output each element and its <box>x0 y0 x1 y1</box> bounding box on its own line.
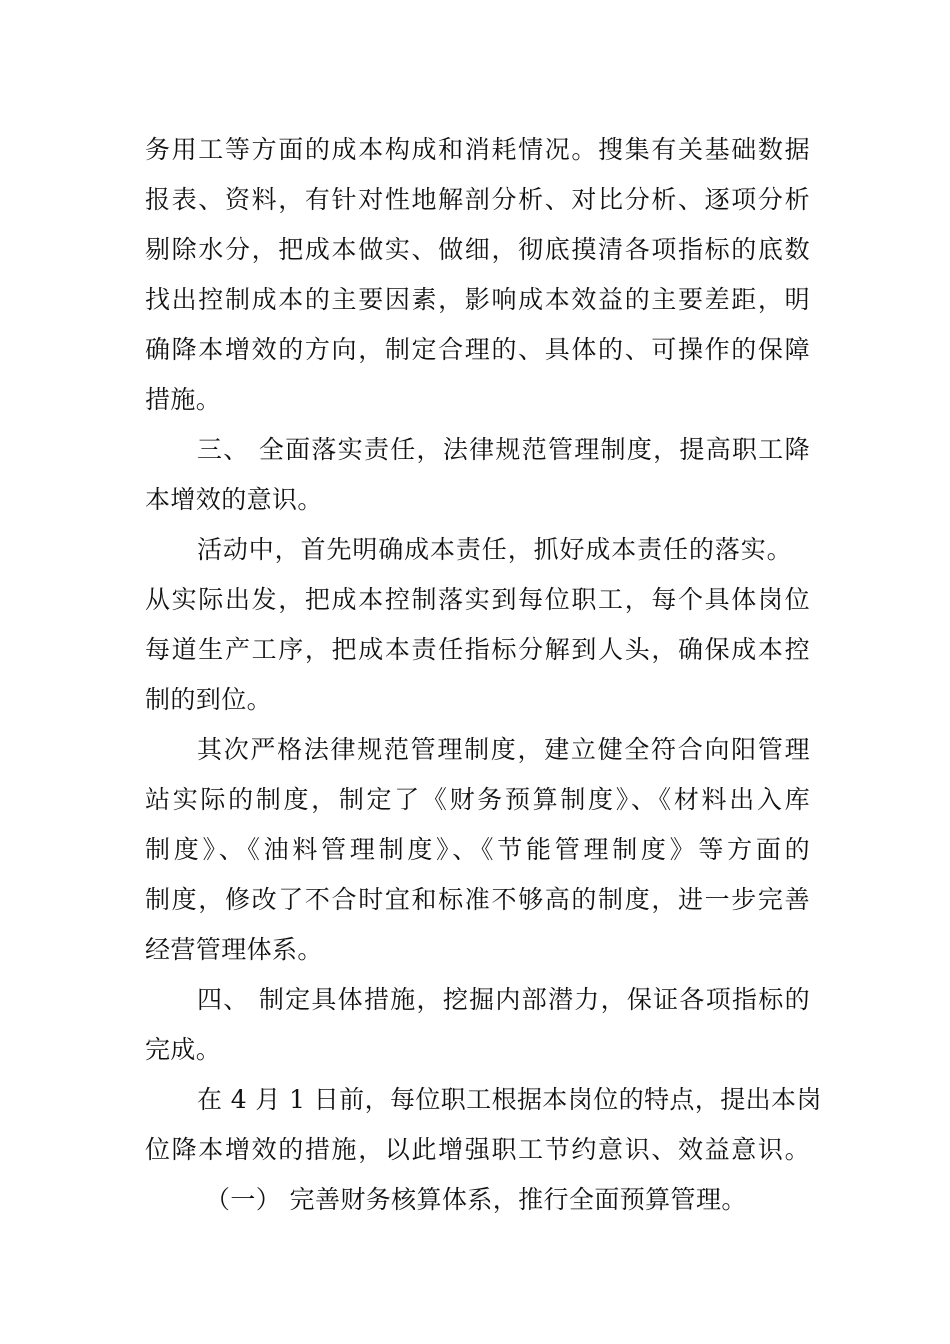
text-line: 活动中，首先明确成本责任，抓好成本责任的落实。 <box>197 535 792 564</box>
text-line: 在 4 月 1 日前，每位职工根据本岗位的特点，提出本岗 <box>197 1085 822 1114</box>
text-line: 确降本增效的方向，制定合理的、具体的、可操作的保障 <box>145 335 810 364</box>
text-line: 找出控制成本的主要因素，影响成本效益的主要差距，明 <box>145 285 810 314</box>
text-line: 其次严格法律规范管理制度，建立健全符合向阳管理 <box>197 735 810 764</box>
text-line: 从实际出发，把成本控制落实到每位职工，每个具体岗位 <box>145 585 810 614</box>
text-line: 制度》、《油料管理制度》、《节能管理制度》等方面的 <box>145 835 810 864</box>
text-line: 完成。 <box>145 1035 222 1064</box>
section-heading-four: 四、 制定具体措施，挖掘内部潜力，保证各项指标的 <box>197 985 810 1014</box>
text-line: 经营管理体系。 <box>145 935 323 964</box>
section-heading-three: 三、 全面落实责任，法律规范管理制度，提高职工降 <box>197 435 810 464</box>
text-line: 制的到位。 <box>145 685 273 714</box>
text-line: 报表、资料，有针对性地解剖分析、对比分析、逐项分析 <box>145 185 810 214</box>
text-line: 本增效的意识。 <box>145 485 323 514</box>
text-line: 位降本增效的措施，以此增强职工节约意识、效益意识。 <box>145 1135 810 1164</box>
text-line: 每道生产工序，把成本责任指标分解到人头，确保成本控 <box>145 635 810 664</box>
text-line: 剔除水分，把成本做实、做细，彻底摸清各项指标的底数 <box>145 235 810 264</box>
text-line: 站实际的制度，制定了《财务预算制度》、《材料出入库 <box>145 785 810 814</box>
text-line: 措施。 <box>145 385 222 414</box>
text-line: 制度，修改了不合时宜和标准不够高的制度，进一步完善 <box>145 885 810 914</box>
subsection-heading-one: （一） 完善财务核算体系，推行全面预算管理。 <box>205 1185 747 1214</box>
text-line: 务用工等方面的成本构成和消耗情况。搜集有关基础数据 <box>145 135 810 164</box>
